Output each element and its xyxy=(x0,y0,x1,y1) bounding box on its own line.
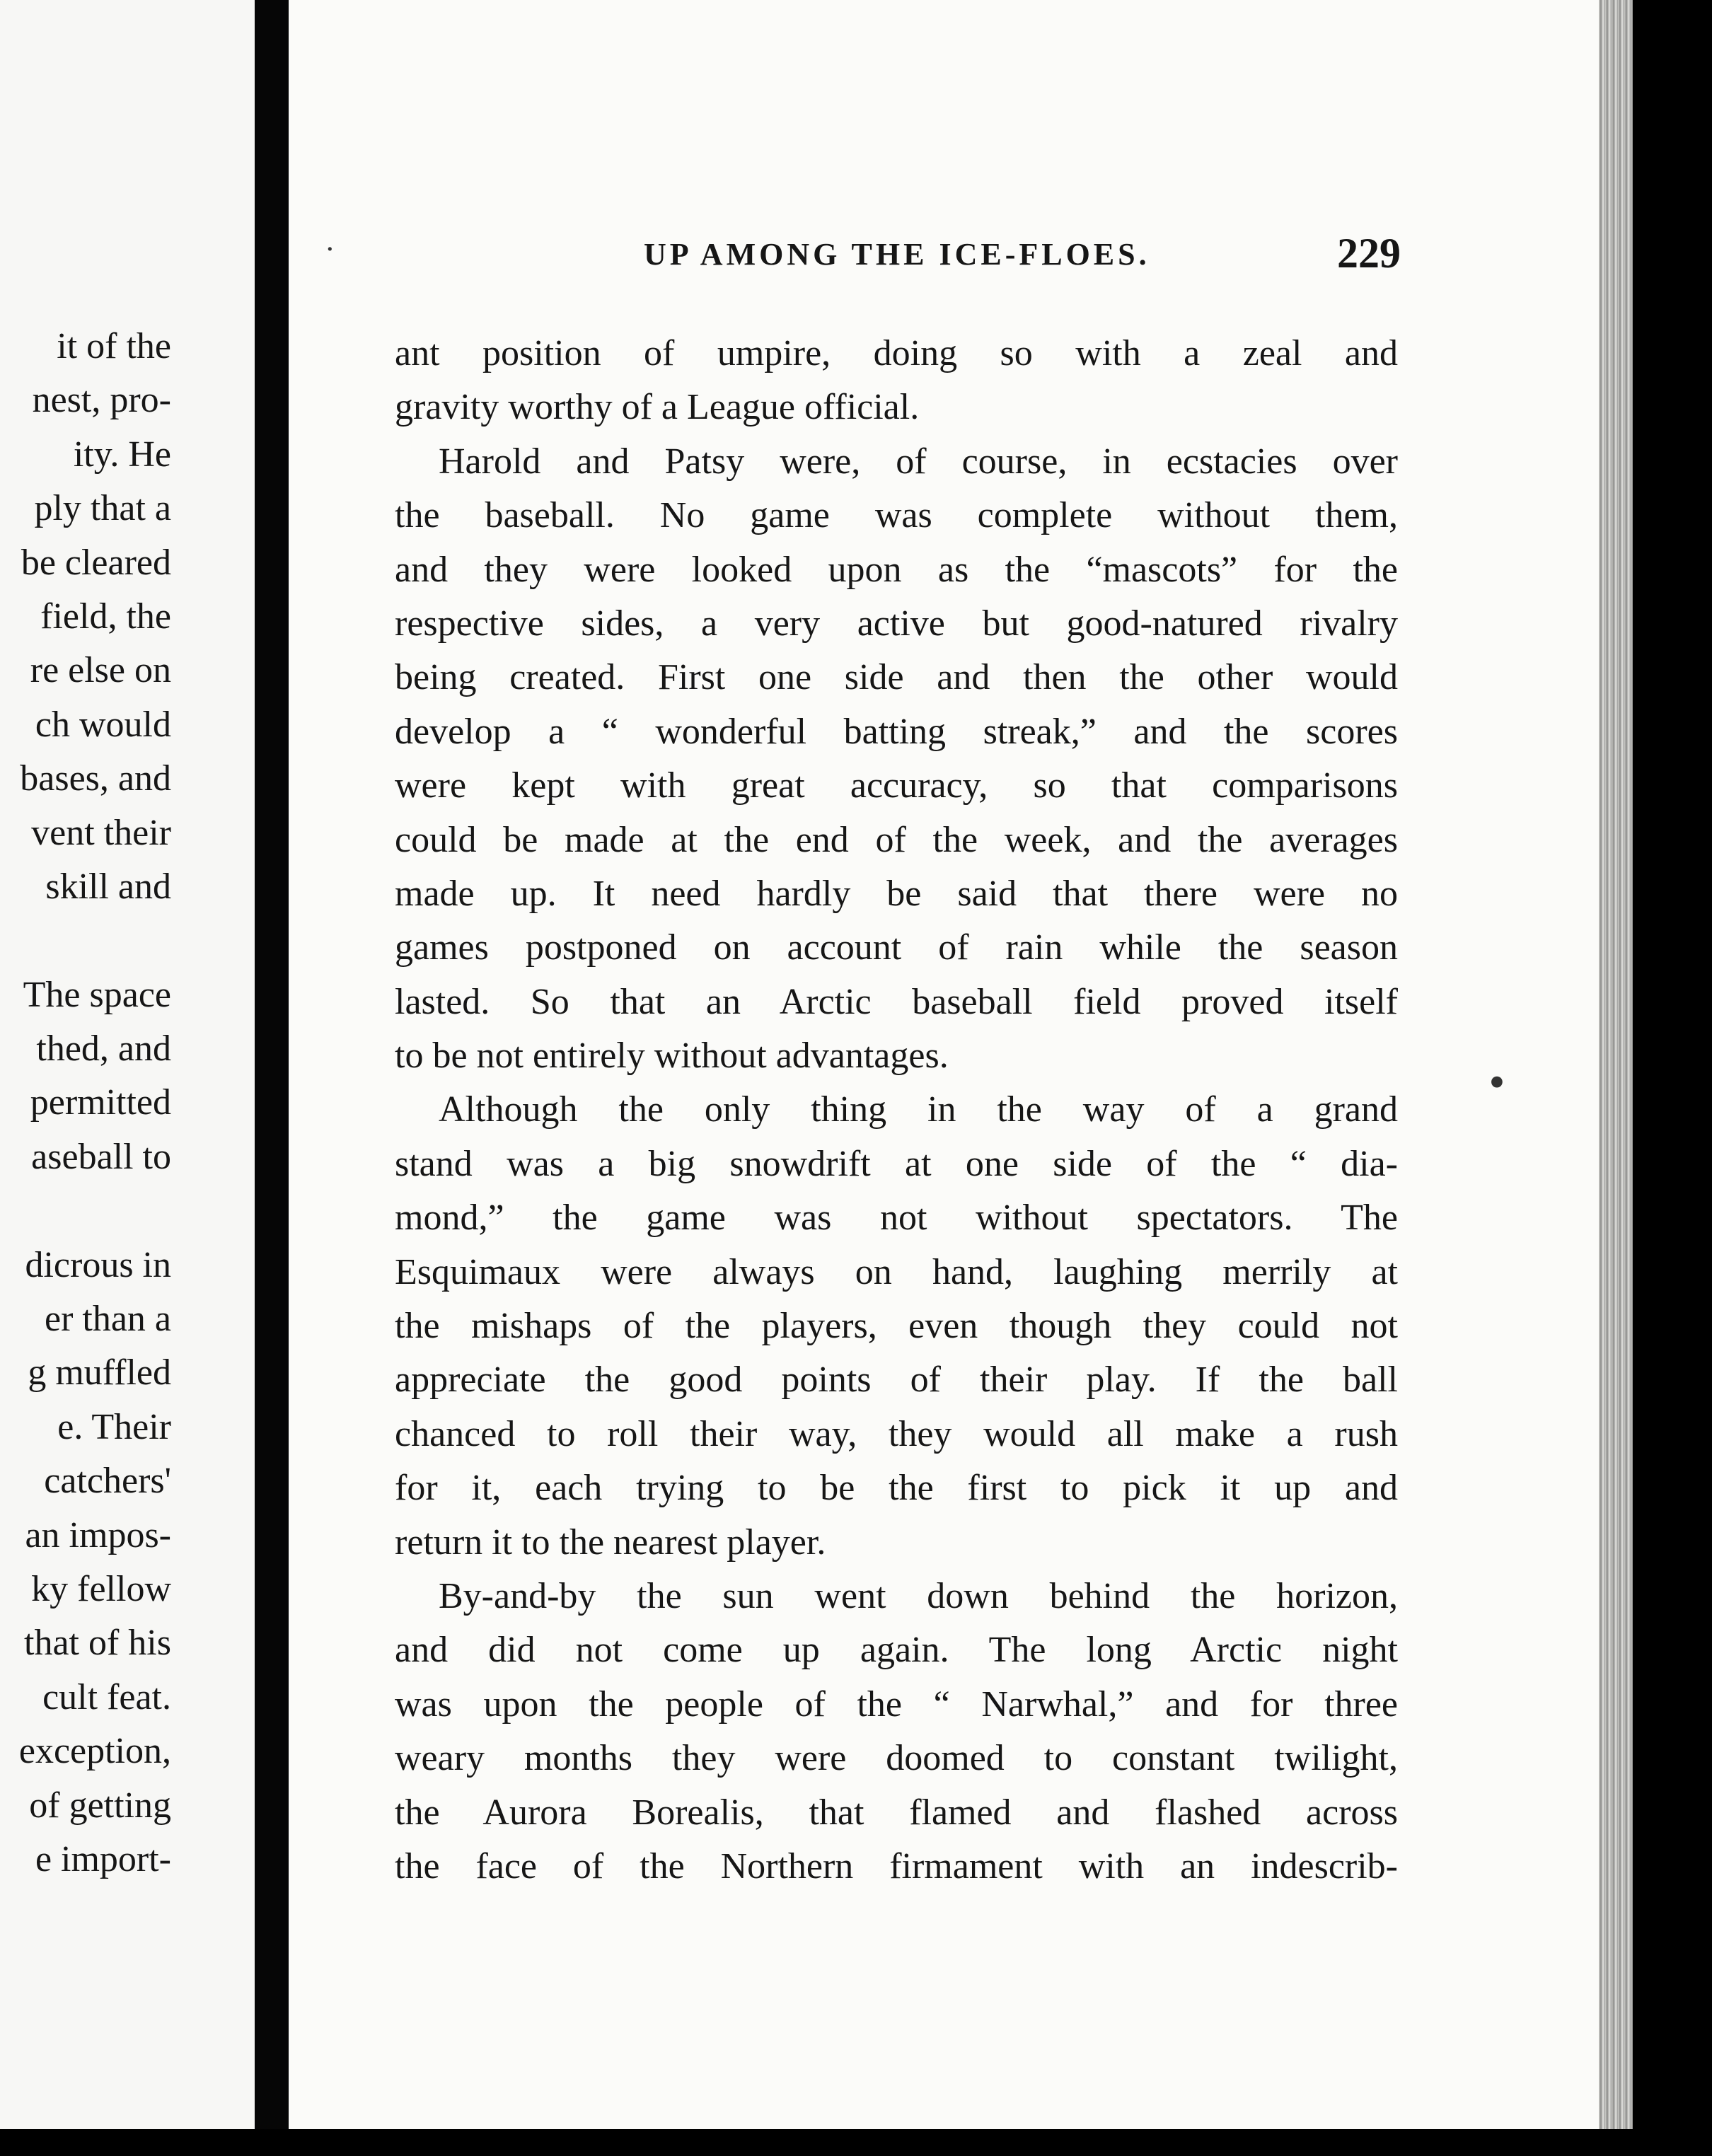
left-line: ky fellow xyxy=(31,1568,171,1609)
text-line: the face of the Northern firmament with an indescrib- xyxy=(395,1845,1398,1886)
text-line: could be made at the end of the week, and the averages xyxy=(395,819,1398,860)
text-line: By-and-by the sun went down behind the horizon, xyxy=(439,1575,1398,1616)
left-page-text xyxy=(19,320,171,1886)
left-line: bases, and xyxy=(20,758,171,799)
text-line: ant position of umpire, doing so with a zeal and xyxy=(395,333,1398,373)
text-line: stand was a big snowdrift at one side of the “ dia- xyxy=(395,1143,1398,1184)
left-line: e import- xyxy=(35,1838,171,1879)
left-line: The space xyxy=(23,974,171,1015)
left-line: aseball to xyxy=(31,1136,171,1177)
left-paragraph-gap xyxy=(19,914,171,968)
text-line: develop a “ wonderful batting streak,” and the scores xyxy=(395,711,1398,752)
left-line: vent their xyxy=(31,812,171,853)
text-line: the baseball. No game was complete without them, xyxy=(395,495,1398,536)
text-line: return it to the nearest player. xyxy=(395,1522,826,1563)
left-line: an impos- xyxy=(25,1514,171,1555)
text-line: for it, each trying to be the first to pick it up and xyxy=(395,1468,1398,1509)
text-line: games postponed on account of rain while the season xyxy=(395,927,1398,968)
text-line: weary months they were doomed to constant twilight, xyxy=(395,1738,1398,1779)
text-line: the mishaps of the players, even though they could not xyxy=(395,1306,1398,1347)
text-line: and they were looked upon as the “mascots” for the xyxy=(395,549,1398,590)
text-line: was upon the people of the “ Narwhal,” and for three xyxy=(395,1683,1398,1725)
left-line: dicrous in xyxy=(25,1244,171,1285)
left-line: ply that a xyxy=(34,488,171,529)
left-line: catchers' xyxy=(44,1461,171,1502)
text-line: lasted. So that an Arctic baseball field proved itself xyxy=(395,981,1398,1022)
text-line: mond,” the game was not without spectators. The xyxy=(395,1198,1398,1239)
text-line: to be not entirely without advantages. xyxy=(395,1036,949,1077)
page-number: 229 xyxy=(1337,230,1401,277)
left-line: it of the xyxy=(57,326,171,366)
text-line: and did not come up again. The long Arctic night xyxy=(395,1630,1398,1671)
left-line: exception, xyxy=(18,1731,171,1772)
text-line: made up. It need hardly be said that there were no xyxy=(395,873,1398,914)
left-line: ch would xyxy=(35,704,171,745)
text-line: chanced to roll their way, they would all make a rush xyxy=(395,1413,1398,1454)
book-gutter xyxy=(255,0,289,2156)
left-line: field, the xyxy=(40,596,171,637)
left-page xyxy=(0,0,255,2129)
text-line: gravity worthy of a League official. xyxy=(395,387,920,428)
left-line: er than a xyxy=(44,1299,171,1340)
text-line: Although the only thing in the way of a grand xyxy=(439,1089,1398,1130)
ink-speck: • xyxy=(1486,1061,1508,1106)
text-line: the Aurora Borealis, that flamed and flashed across xyxy=(395,1792,1398,1833)
left-line: e. Their xyxy=(57,1406,171,1447)
running-head xyxy=(347,230,1401,290)
running-title: UP AMONG THE ICE-FLOES. xyxy=(644,237,1150,272)
text-line: being created. First one side and then the other would xyxy=(395,657,1398,698)
text-line: were kept with great accuracy, so that comparisons xyxy=(395,765,1398,806)
left-line: skill and xyxy=(45,866,171,907)
text-line: appreciate the good points of their play. If the ball xyxy=(395,1360,1398,1401)
body-text xyxy=(395,327,1398,1894)
text-line: Esquimaux were always on hand, laughing merrily at xyxy=(395,1251,1398,1292)
left-line: permitted xyxy=(30,1082,171,1123)
left-line: thed, and xyxy=(36,1028,171,1070)
scan-bottom-border xyxy=(0,2129,1712,2156)
ink-speck: · xyxy=(325,233,335,266)
left-line: nest, pro- xyxy=(32,380,171,421)
left-line: cult feat. xyxy=(42,1676,171,1717)
left-line: be cleared xyxy=(21,542,171,583)
text-line: respective sides, a very active but good-natured rivalry xyxy=(395,603,1398,644)
left-line: ity. He xyxy=(73,434,171,475)
left-paragraph-gap xyxy=(19,1184,171,1238)
left-line: that of his xyxy=(24,1623,171,1664)
page-edge xyxy=(1599,0,1633,2129)
left-line: of getting xyxy=(29,1785,171,1826)
left-line: re else on xyxy=(30,650,171,691)
left-line: g muffled xyxy=(28,1352,171,1393)
text-line: Harold and Patsy were, of course, in ecstacies over xyxy=(439,441,1398,482)
